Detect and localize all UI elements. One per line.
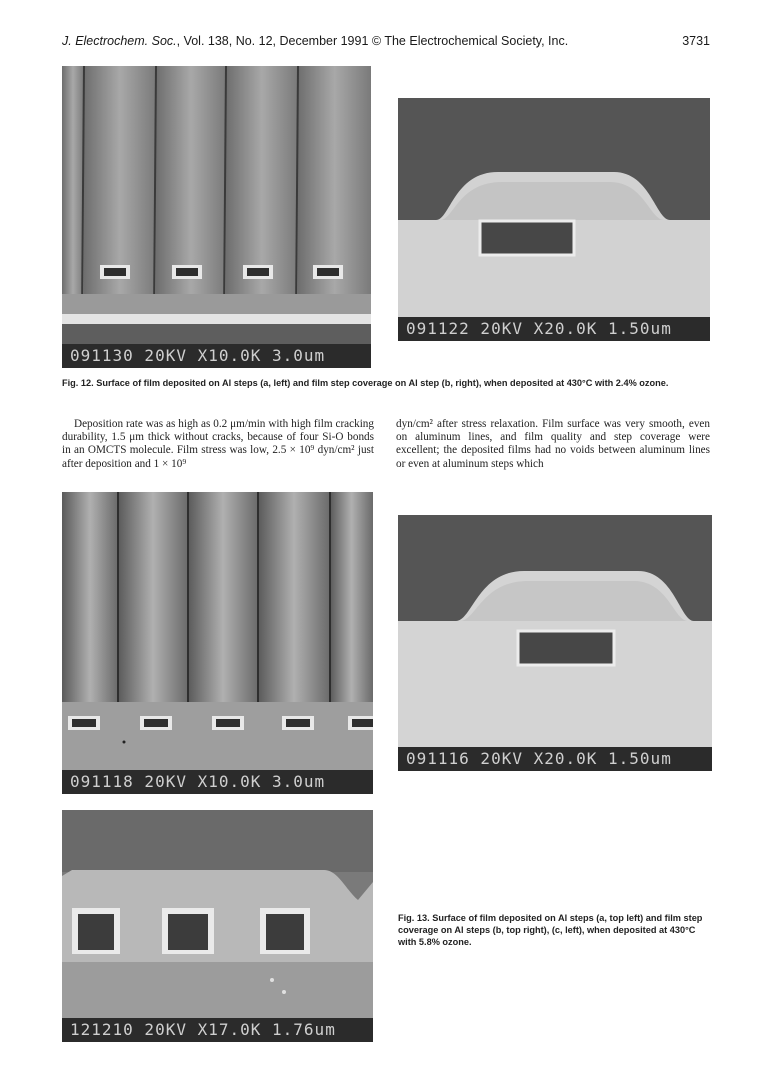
page-number: 3731 bbox=[682, 34, 710, 48]
journal-name: J. Electrochem. Soc. bbox=[62, 34, 177, 48]
fig13b-scale-label: 091116 20KV X20.0K 1.50um bbox=[398, 747, 712, 771]
body-left-paragraph: Deposition rate was as high as 0.2 μm/min with high film cracking durability, 1.5 μm thick without cracks, because of four Si-O bonds in an OMCTS molecule. Film stress was low, 2.5 × 10⁹ dyn/cm² just after deposition and 1 × 10⁹ bbox=[62, 418, 374, 470]
citation-details: , Vol. 138, No. 12, December 1991 © The Electrochemical Society, Inc. bbox=[176, 34, 569, 48]
fig12-caption: Fig. 12. Surface of film deposited on Al steps (a, left) and film step coverage on Al step (b, right), when deposited at 430°C with 2.4% ozone. bbox=[62, 378, 669, 388]
fig13b-sem-image bbox=[398, 515, 712, 747]
fig13b-micrograph bbox=[398, 515, 712, 771]
fig13a-scale-label: 091118 20KV X10.0K 3.0um bbox=[62, 770, 373, 794]
fig13c-sem-image bbox=[62, 810, 373, 1018]
body-right-column bbox=[396, 418, 710, 471]
fig12a-sem-image bbox=[62, 66, 371, 344]
fig12b-scale-label: 091122 20KV X20.0K 1.50um bbox=[398, 317, 710, 341]
fig12a-micrograph bbox=[62, 66, 371, 368]
fig13c-micrograph bbox=[62, 810, 373, 1042]
fig12b-sem-image bbox=[398, 98, 710, 317]
fig13c-scale-label: 121210 20KV X17.0K 1.76um bbox=[62, 1018, 373, 1042]
fig12a-scale-label: 091130 20KV X10.0K 3.0um bbox=[62, 344, 371, 368]
fig12b-micrograph bbox=[398, 98, 710, 341]
fig13a-micrograph bbox=[62, 492, 373, 794]
header-citation bbox=[62, 34, 568, 48]
fig13-caption: Fig. 13. Surface of film deposited on Al steps (a, top left) and film step coverage on Al steps (b, top right), (c, left), when deposited at 430°C with 5.8% ozone. bbox=[398, 913, 703, 947]
body-right-paragraph: dyn/cm² after stress relaxation. Film surface was very smooth, even on aluminum lines, and film quality and step coverage were excellent; the deposited films had no voids between aluminum lines or even at aluminum steps which bbox=[396, 418, 710, 470]
body-left-column bbox=[62, 418, 374, 471]
fig13a-sem-image bbox=[62, 492, 373, 770]
